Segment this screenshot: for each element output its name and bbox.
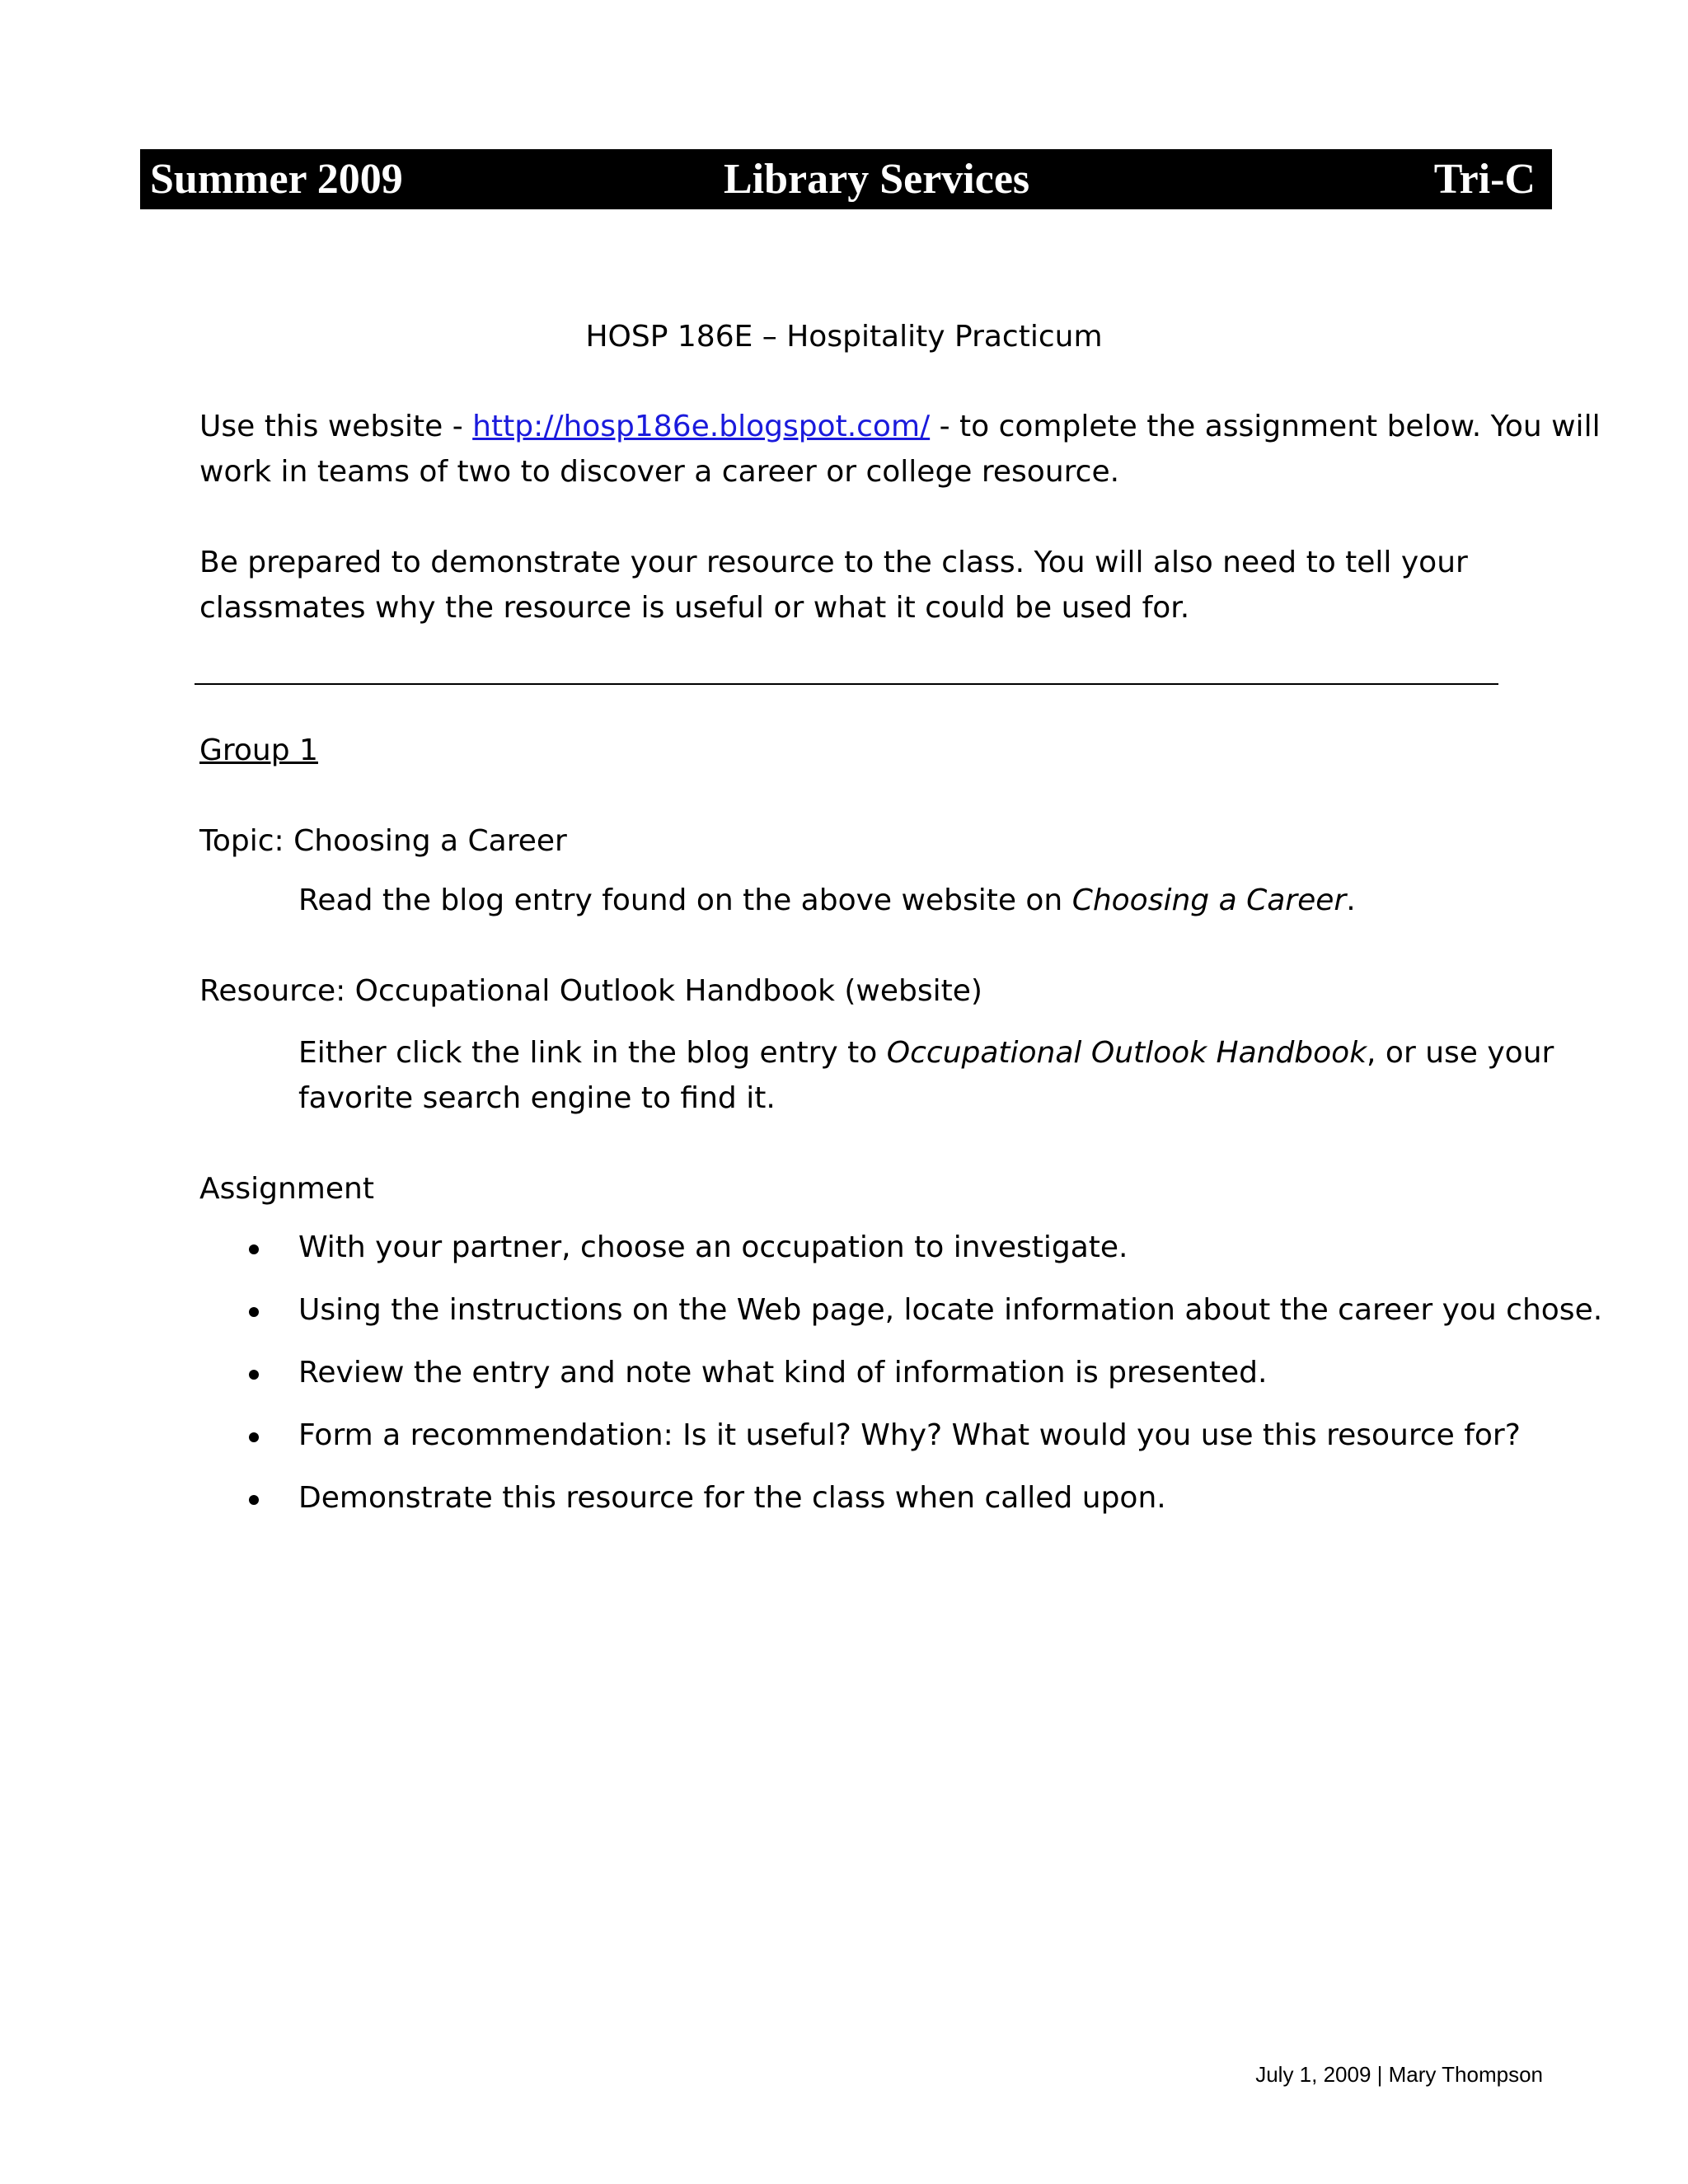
resource-desc-title: Occupational Outlook Handbook: [886, 1036, 1367, 1070]
header-department: Library Services: [724, 156, 1030, 203]
list-item-text: Form a recommendation: Is it useful? Why? What would you use this resource for?: [298, 1418, 1521, 1452]
section-divider: [195, 683, 1498, 685]
intro-line-2: work in teams of two to discover a career or college resource.: [199, 455, 1120, 489]
header-institution: Tri-C: [1433, 156, 1536, 203]
list-item-text: Using the instructions on the Web page, locate information about the career you chose.: [298, 1293, 1603, 1327]
blog-link[interactable]: http://hosp186e.blogspot.com/: [472, 410, 931, 443]
bullet-icon: [249, 1432, 259, 1442]
page-footer: July 1, 2009 | Mary Thompson: [1255, 2062, 1543, 2087]
list-item-text: With your partner, choose an occupation to investigate.: [298, 1230, 1128, 1264]
resource-description: [298, 1030, 1554, 1121]
topic-description: [298, 883, 1356, 917]
header-term: Summer 2009: [150, 156, 403, 203]
list-item-text: Review the entry and note what kind of information is presented.: [298, 1356, 1268, 1390]
topic-label: Topic: Choosing a Career: [199, 824, 567, 858]
intro-line-1: [199, 404, 1601, 449]
resource-desc-prefix: Either click the link in the blog entry to: [298, 1036, 887, 1070]
resource-desc-line-2: favorite search engine to find it.: [298, 1081, 776, 1115]
bullet-icon: [249, 1495, 259, 1505]
bullet-icon: [249, 1370, 259, 1380]
bullet-icon: [249, 1307, 259, 1317]
bullet-icon: [249, 1244, 259, 1254]
list-item-text: Demonstrate this resource for the class when called upon.: [298, 1481, 1166, 1515]
course-title: HOSP 186E – Hospitality Practicum: [585, 320, 1103, 354]
prepare-paragraph: [199, 540, 1468, 630]
group-heading: Group 1: [199, 733, 318, 767]
topic-desc-title: Choosing a Career: [1071, 883, 1347, 917]
prepare-line-1: Be prepared to demonstrate your resource to the class. You will also need to tell your: [199, 546, 1468, 579]
intro-prefix: Use this website -: [199, 410, 473, 443]
topic-desc-suffix: .: [1346, 883, 1356, 917]
intro-paragraph: [199, 404, 1601, 494]
intro-suffix: - to complete the assignment below. You will: [930, 410, 1601, 443]
assignment-label: Assignment: [199, 1172, 374, 1206]
header-bar: [140, 149, 1552, 209]
resource-label: Resource: Occupational Outlook Handbook (website): [199, 974, 982, 1008]
topic-desc-prefix: Read the blog entry found on the above website on: [298, 883, 1072, 917]
resource-desc-line-1: [298, 1030, 1554, 1076]
prepare-line-2: classmates why the resource is useful or what it could be used for.: [199, 591, 1190, 625]
resource-desc-suffix: , or use your: [1367, 1036, 1554, 1070]
